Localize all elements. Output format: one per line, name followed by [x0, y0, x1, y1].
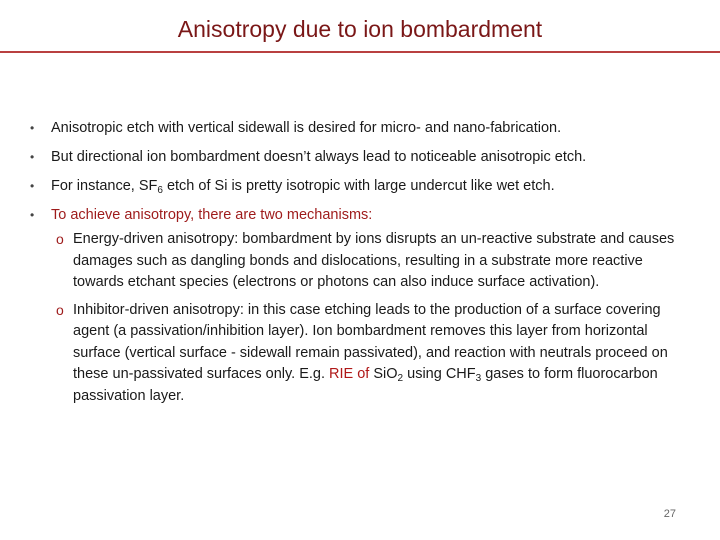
bullet-dot-icon: • — [30, 150, 35, 164]
subscript: 6 — [157, 185, 163, 196]
sub-bullet-list — [56, 229, 686, 413]
subscript: 3 — [475, 373, 482, 384]
circle-bullet-icon: o — [56, 301, 64, 318]
subscript: 2 — [397, 373, 404, 384]
sub-bullet-item — [56, 300, 686, 408]
bullet-dot-icon: • — [30, 179, 35, 193]
title-divider — [0, 51, 720, 53]
bullet-text-post: etch of Si is pretty isotropic with large undercut like wet etch. — [162, 178, 555, 194]
highlight-rie: RIE of — [329, 366, 370, 382]
bullet-item — [30, 118, 700, 138]
slide-title: Anisotropy due to ion bombardment — [177, 16, 543, 42]
sub-text-si: SiO — [373, 366, 398, 382]
bullet-item — [30, 176, 700, 196]
sub-bullet-text — [73, 302, 668, 404]
bullet-text: Anisotropic etch with vertical sidewall is desired for micro- and nano-fabrication. — [51, 120, 562, 136]
page-number: 27 — [663, 508, 676, 520]
sub-bullet-text: Energy-driven anisotropy: bombardment by ions disrupts an un-reactive substrate and causes damages such as dangling bonds and dislocations, resulting in a substrate more reactive towards etchant species (electrons or photons can also induce surface activation). — [73, 231, 675, 290]
sub-text-using: using CHF — [403, 366, 476, 382]
sub-text-end: gases to form fluorocarbon passivation layer. — [73, 366, 658, 404]
bullet-text — [51, 178, 555, 194]
circle-bullet-icon: o — [56, 231, 64, 247]
sub-text-main: Inhibitor-driven anisotropy: in this case etching leads to the production of a surface covering agent (a passivation/inhibition layer). Ion bombardment removes this layer from horizontal surface (vertical surface - sidewall remain passivated), and reaction with neutrals proceed on these un-passivated surfaces only. E.g. — [73, 301, 668, 382]
bullet-dot-icon: • — [30, 208, 35, 222]
bullet-item — [30, 147, 700, 167]
bullet-text: To achieve anisotropy, there are two mechanisms: — [51, 207, 373, 223]
bullet-text: But directional ion bombardment doesn’t always lead to noticeable anisotropic etch. — [51, 149, 587, 165]
bullet-item — [30, 205, 700, 225]
sub-bullet-item — [56, 229, 686, 294]
bullet-text-pre: For instance, SF — [51, 178, 158, 194]
bullet-dot-icon: • — [30, 121, 35, 135]
bullet-list — [30, 118, 700, 234]
